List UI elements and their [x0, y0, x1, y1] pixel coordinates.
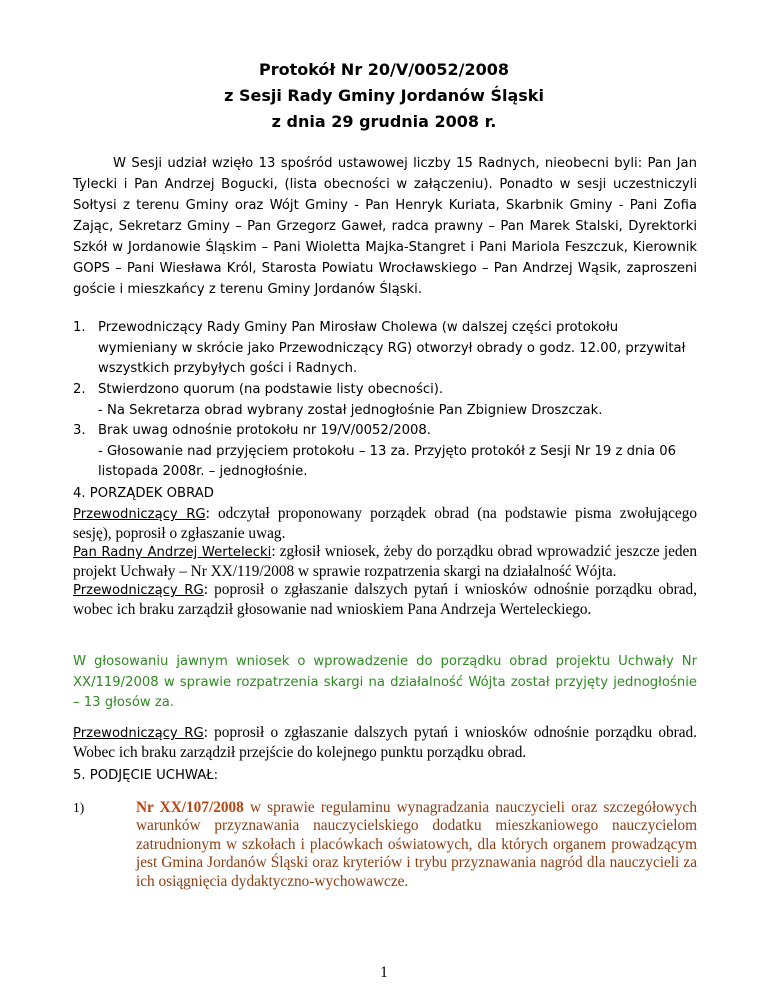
list-item-3 — [73, 421, 697, 483]
speaker-chair: Przewodniczący RG — [73, 583, 204, 598]
statement-text: : odczytał proponowany porządek obrad (na podstawie pisma zwołującego sesję), poprosił o zgłaszanie uwag. — [73, 505, 697, 542]
vote-result: W głosowaniu jawnym wniosek o wprowadzenie do porządku obrad projektu Uchwały Nr XX/119/2008 w sprawie rozpatrzenia skargi na działalność Wójta został przyjęty jednogłośnie – 13 głosów za. — [73, 654, 697, 710]
list-item-2 — [73, 380, 697, 421]
resolution-item-1 — [73, 799, 697, 891]
list-num: 1. — [73, 320, 86, 335]
agenda-paragraph-4 — [73, 723, 697, 762]
agenda-paragraph-2 — [73, 542, 697, 581]
speaker-chair: Przewodniczący RG — [73, 507, 206, 522]
page-number: 1 — [380, 964, 388, 981]
statement-text: : poprosił o zgłaszanie dalszych pytań i wniosków odnośnie porządku obrad. Wobec ich braku zarządził przejście do kolejnego punktu porządku obrad. — [73, 724, 697, 761]
list-subtext: - Na Sekretarza obrad wybrany został jednogłośnie Pan Zbigniew Droszczak. — [98, 402, 603, 418]
list-item-1 — [73, 318, 697, 380]
list-num: 3. — [73, 423, 86, 438]
doc-title-line1: Protokół Nr 20/V/0052/2008 — [258, 60, 510, 79]
list-num: 2. — [73, 382, 86, 397]
resolution-num: 1) — [73, 800, 85, 815]
statement-text: : zgłosił wniosek, żeby do porządku obrad wprowadzić jeszcze jeden projekt Uchwały – Nr XX/119/2008 w sprawie rozpatrzenia skargi na działalność Wójta. — [73, 543, 697, 580]
resolution-body — [136, 799, 697, 891]
speaker-chair: Przewodniczący RG — [73, 726, 204, 741]
list-text: Przewodniczący Rady Gminy Pan Mirosław Cholewa (w dalszej części protokołu wymieniany w skrócie jako Przewodniczący RG) otworzył obrady o godz. 12.00, przywitał wszystkich przybyłych gości i Radnych. — [98, 320, 686, 376]
section-5-heading: 5. PODJĘCIE UCHWAŁ: — [73, 768, 219, 783]
intro-paragraph: W Sesji udział wzięło 13 spośród ustawowej liczby 15 Radnych, nieobecni byli: Pan Jan Tylecki i Pan Andrzej Bogucki, (lista obecności w załączeniu). Ponadto w sesji uczestniczyli Sołtysi z terenu Gminy oraz Wójt Gminy - Pan Henryk Kuriata, Skarbnik Gminy - Pani Zofia Zając, Sekretarz Gminy – Pan Grzegorz Gaweł, radca prawny – Pan Marek Stalski, Dyrektorki Szkół w Jordanowie Śląskim – Pani Wioletta Majka-Stangret i Pani Mariola Feszczuk, Kierownik GOPS – Pani Wiesława Król, Starosta Powiatu Wrocławskiego – Pan Andrzej Wąsik, zaproszeni goście i mieszkańcy z terenu Gminy Jordanów Śląski. — [73, 156, 697, 297]
resolution-text: w sprawie regulaminu wynagradzania nauczycieli oraz szczegółowych warunków przyznawania nauczycielskiego dodatku mieszkaniowego nauczycielom zatrudnionym w szkołach i placówkach oświatowych, dla których organem prowadzącym jest Gmina Jordanów Śląski oraz kryteriów i trybu przyznawania nagród dla nauczycieli za ich osiągnięcia dydaktyczno-wychowawcze. — [136, 799, 697, 890]
doc-title-line3: z dnia 29 grudnia 2008 r. — [271, 112, 497, 131]
statement-text: : poprosił o zgłaszanie dalszych pytań i wniosków odnośnie porządku obrad, wobec ich braku zarządził głosowanie nad wnioskiem Pana Andrzeja Werteleckiego. — [73, 581, 697, 618]
doc-title-line2: z Sesji Rady Gminy Jordanów Śląski — [224, 86, 544, 105]
agenda-paragraph-1 — [73, 504, 697, 543]
speaker-councillor: Pan Radny Andrzej Wertelecki — [73, 545, 272, 560]
agenda-paragraph-3 — [73, 580, 697, 619]
list-text: Stwierdzono quorum (na podstawie listy obecności). — [98, 382, 444, 397]
list-subtext: - Głosowanie nad przyjęciem protokołu – 13 za. Przyjęto protokół z Sesji Nr 19 z dnia 06 listopada 2008r. – jednogłośnie. — [98, 443, 677, 479]
section-4-heading: 4. PORZĄDEK OBRAD — [73, 486, 214, 501]
list-text: Brak uwag odnośnie protokołu nr 19/V/0052/2008. — [98, 423, 431, 438]
resolution-title: Nr XX/107/2008 — [136, 799, 244, 816]
